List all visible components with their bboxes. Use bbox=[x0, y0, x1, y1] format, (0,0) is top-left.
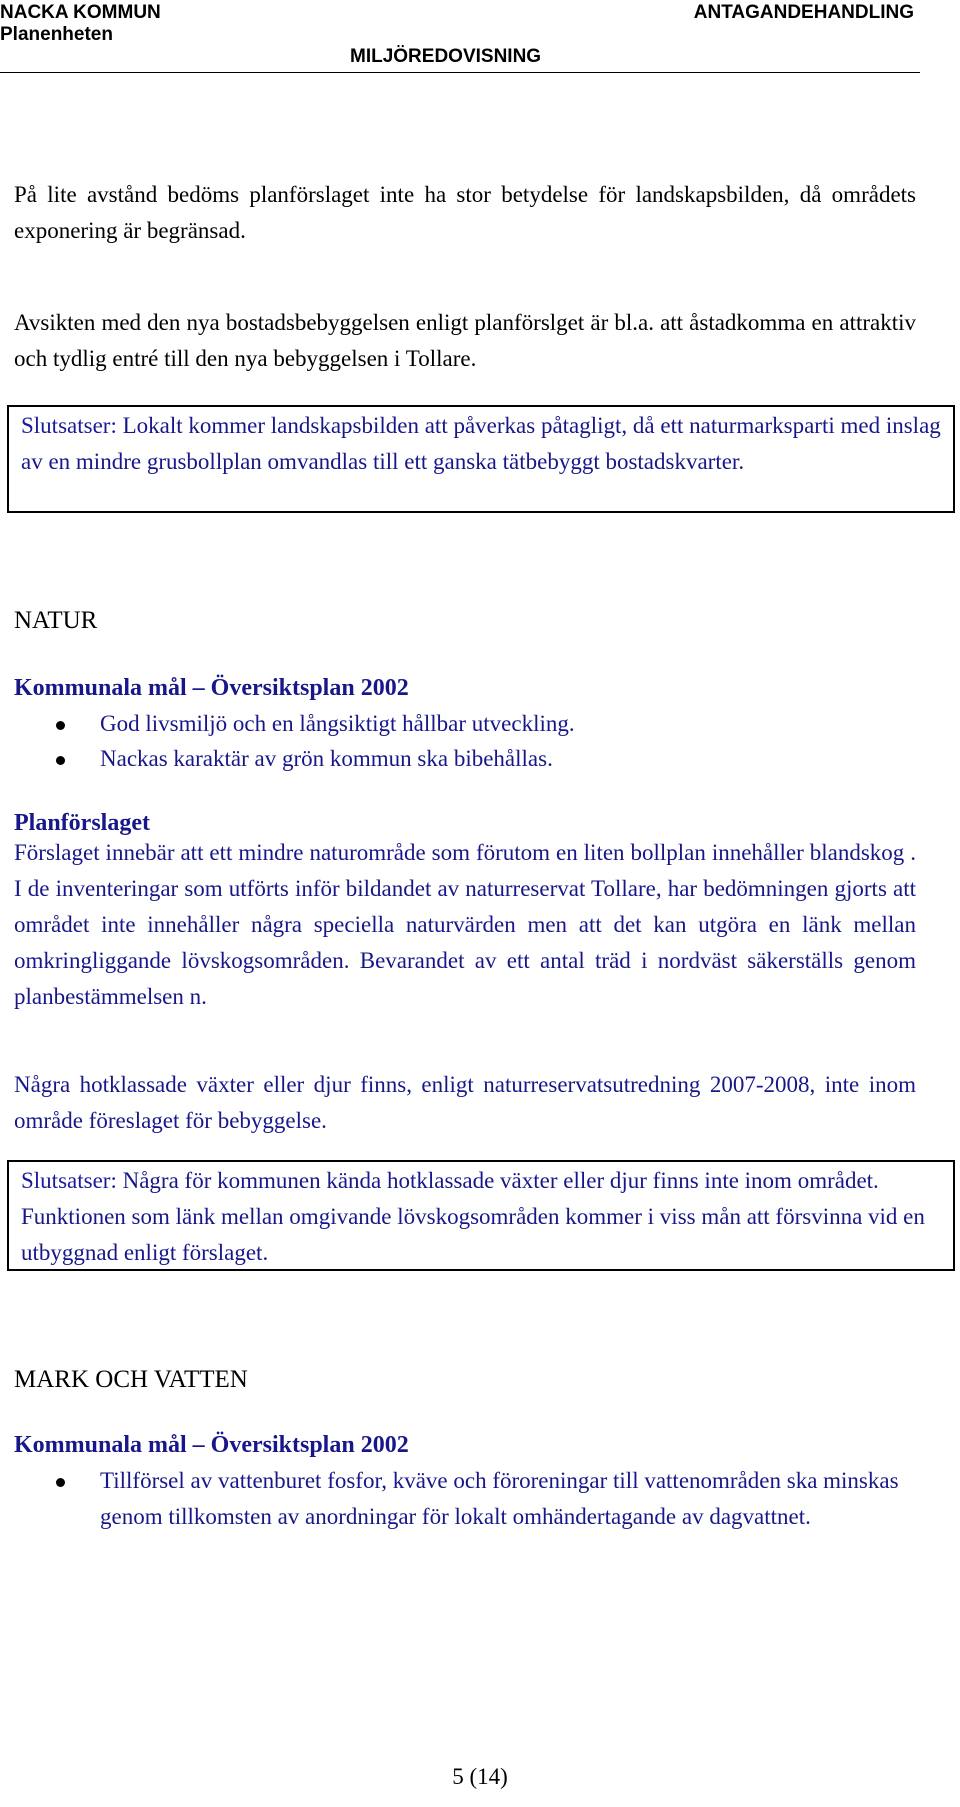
list-item bbox=[0, 706, 940, 742]
goals-heading: Kommunala mål – Översiktsplan 2002 bbox=[14, 675, 409, 701]
conclusion-label: Slutsatser: bbox=[21, 413, 117, 438]
list-item bbox=[0, 1463, 940, 1573]
proposal-heading: Planförslaget bbox=[14, 810, 150, 836]
list-item-text: Nackas karaktär av grön kommun ska bibehållas. bbox=[100, 746, 553, 771]
conclusion-text: Några för kommunen kända hotklassade växter eller djur finns inte inom området. Funktionen som länk mellan omgivande lövskogsområden kommer i viss mån att försvinna vid en utbyggnad enligt förslaget. bbox=[21, 1168, 925, 1265]
list-item bbox=[0, 741, 940, 777]
landscape-paragraph-1: På lite avstånd bedöms planförslaget inte ha stor betydelse för landskapsbilden, då områdets exponering är begränsad. bbox=[14, 182, 916, 243]
landscape-paragraph-2: Avsikten med den nya bostadsbebyggelsen enligt planförslget är bl.a. att åstadkomma en attraktiv och tydlig entré till den nya bebyggelsen i Tollare. bbox=[14, 310, 916, 371]
nature-conclusion bbox=[21, 1163, 945, 1271]
list-item-text: God livsmiljö och en långsiktigt hållbar utveckling. bbox=[100, 711, 575, 736]
bullet-icon bbox=[56, 756, 65, 765]
species-paragraph: Några hotklassade växter eller djur finns, enligt naturreservatsutredning 2007-2008, inte inom område föreslaget för bebyggelse. bbox=[14, 1072, 916, 1133]
header-document-type: MILJÖREDOVISNING bbox=[350, 46, 542, 67]
landscape-conclusion-box bbox=[7, 405, 955, 513]
proposal-paragraph: Förslaget innebär att ett mindre naturområde som förutom en liten bollplan innehåller blandskog . I de inventeringar som utförts inför bildandet av naturreservat Tollare, har bedömningen gjorts att området inte innehåller några speciella naturvärden men att det kan utgöra en länk mellan omkringliggande lövskogsområden. Bevarandet av ett antal träd i nordväst säkerställs genom planbestämmelsen n. bbox=[14, 840, 916, 1009]
bullet-icon bbox=[56, 1478, 65, 1487]
header-organization: NACKA KOMMUN bbox=[0, 2, 161, 23]
conclusion-text: Lokalt kommer landskapsbilden att påverkas påtagligt, då ett naturmarksparti med inslag av en mindre grusbollplan omvandlas till ett ganska tätbebyggt bostadskvarter. bbox=[21, 413, 941, 474]
page-number: 5 (14) bbox=[452, 1764, 508, 1789]
list-item-text: Tillförsel av vattenburet fosfor, kväve och föroreningar till vattenområden ska minskas genom tillkomsten av anordningar för lokalt omhändertagande av dagvattnet. bbox=[100, 1468, 899, 1529]
nature-conclusion-box bbox=[7, 1160, 955, 1271]
header-department: Planenheten bbox=[0, 24, 113, 45]
bullet-icon bbox=[56, 721, 65, 730]
conclusion-label: Slutsatser: bbox=[21, 1168, 117, 1193]
header-divider bbox=[0, 72, 920, 73]
section-heading-mark-och-vatten: MARK OCH VATTEN bbox=[14, 1366, 248, 1393]
goals-heading: Kommunala mål – Översiktsplan 2002 bbox=[14, 1432, 409, 1458]
section-heading-natur: NATUR bbox=[14, 607, 98, 634]
header-status: ANTAGANDEHANDLING bbox=[693, 2, 914, 23]
landscape-conclusion bbox=[21, 408, 945, 480]
